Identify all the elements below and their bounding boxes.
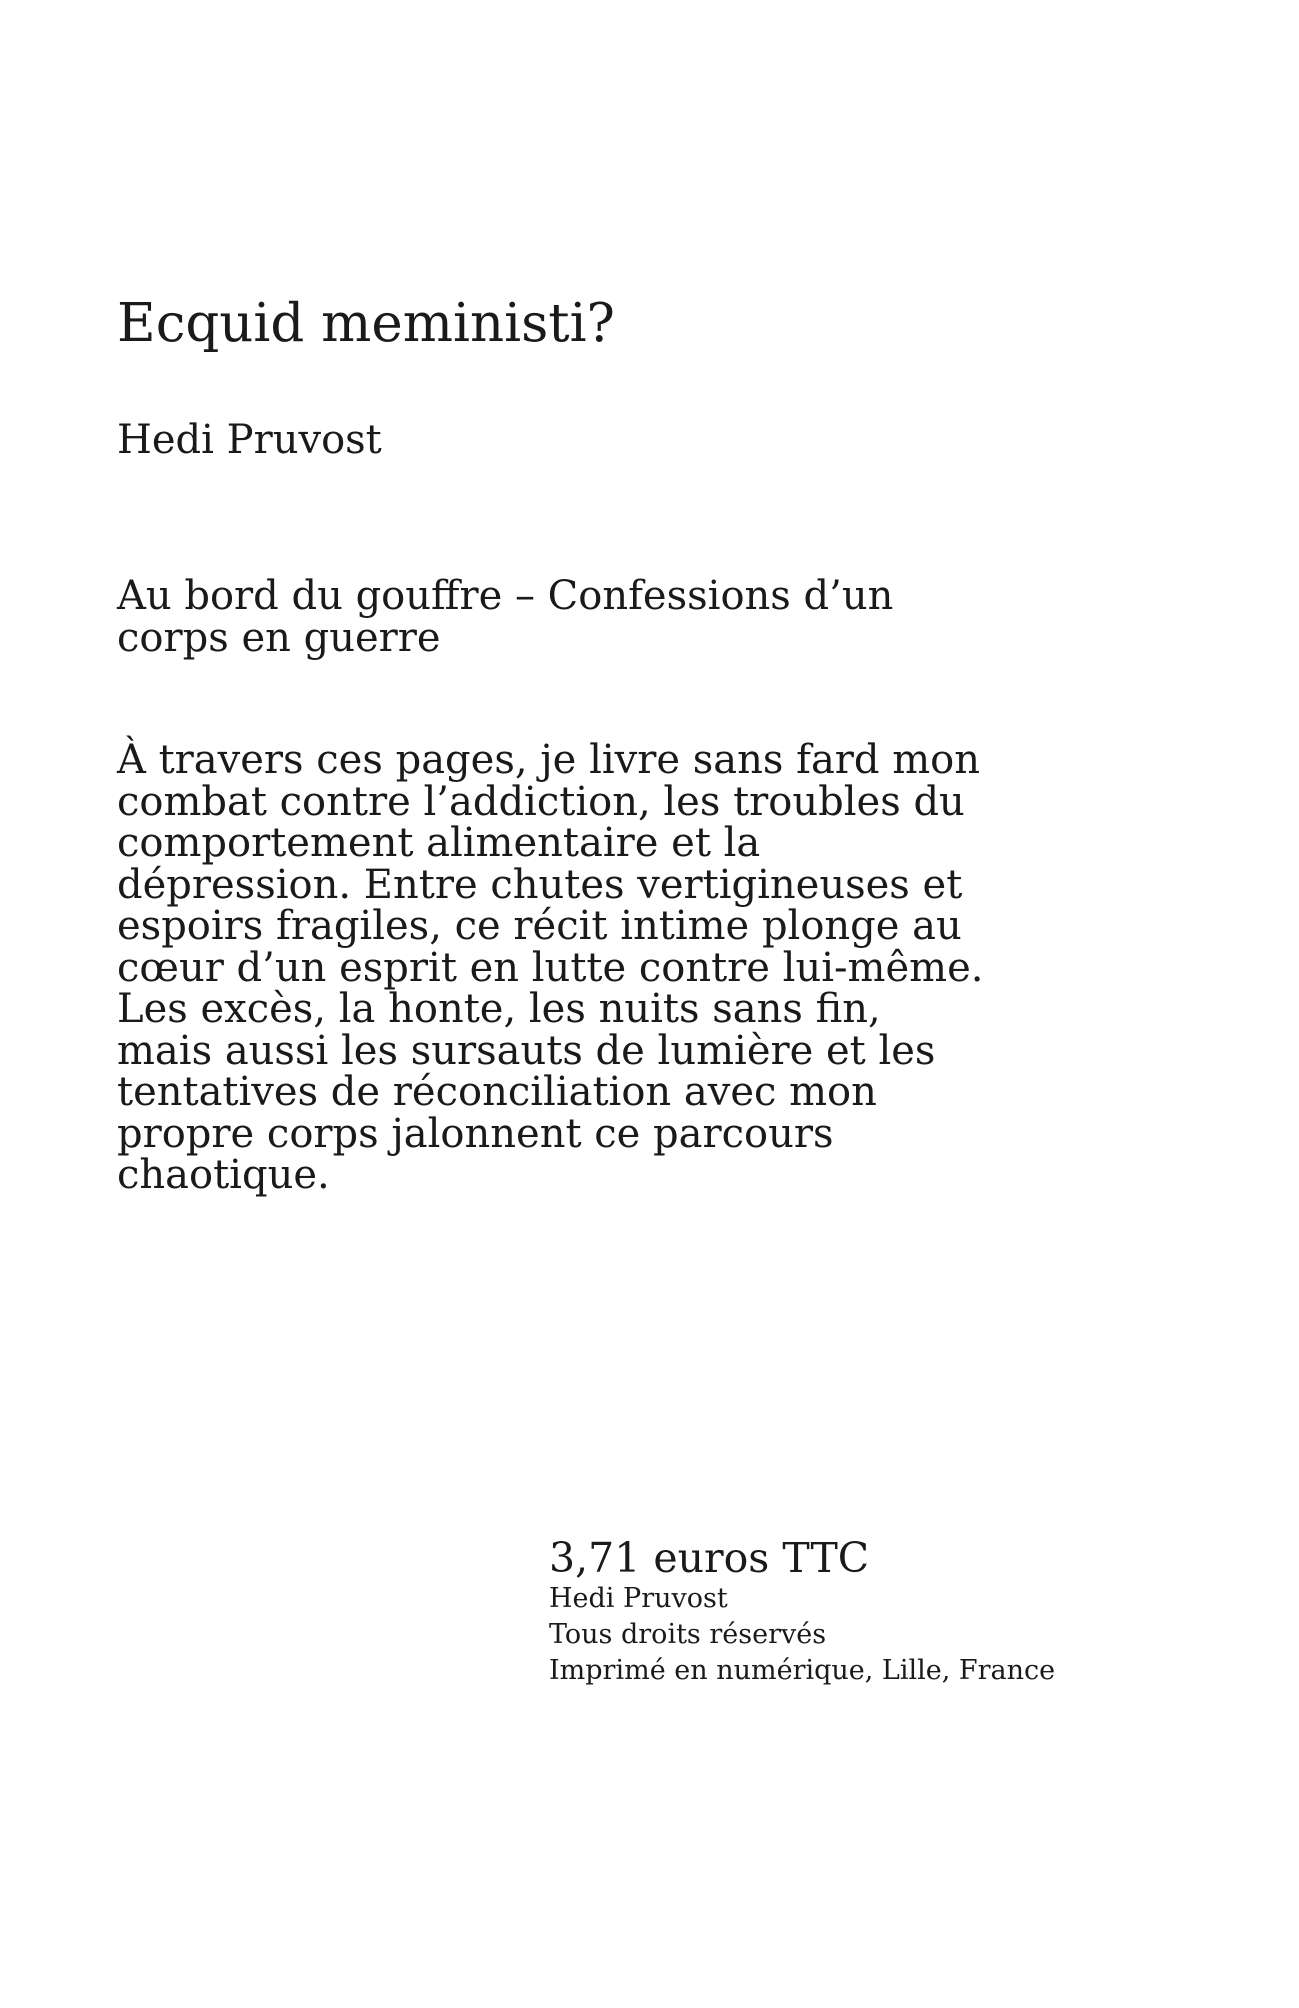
colophon-author: Hedi Pruvost [549, 1583, 728, 1614]
book-author: Hedi Pruvost [117, 417, 382, 463]
rights-notice: Tous droits réservés [549, 1619, 827, 1650]
book-title: Ecquid meministi? [117, 293, 615, 354]
price-label: 3,71 euros TTC [549, 1534, 870, 1582]
colophon [549, 1535, 1109, 1689]
book-blurb: À travers ces pages, je livre sans fard mon combat contre l’addiction, les troubles du comportement alimentaire et la dépression. Entre chutes vertigineuses et espoirs fragiles, ce récit intime plonge au cœur d’un esprit en lutte contre lui-même. Les excès, la honte, les nuits sans fin, mais aussi les sursauts de lumière et les tentatives de réconciliation avec mon propre corps jalonnent ce parcours chaotique. [117, 737, 984, 1198]
print-location: Imprimé en numérique, Lille, France [549, 1655, 1056, 1686]
book-subtitle: Au bord du gouffre – Confessions d’un corps en guerre [117, 573, 894, 661]
